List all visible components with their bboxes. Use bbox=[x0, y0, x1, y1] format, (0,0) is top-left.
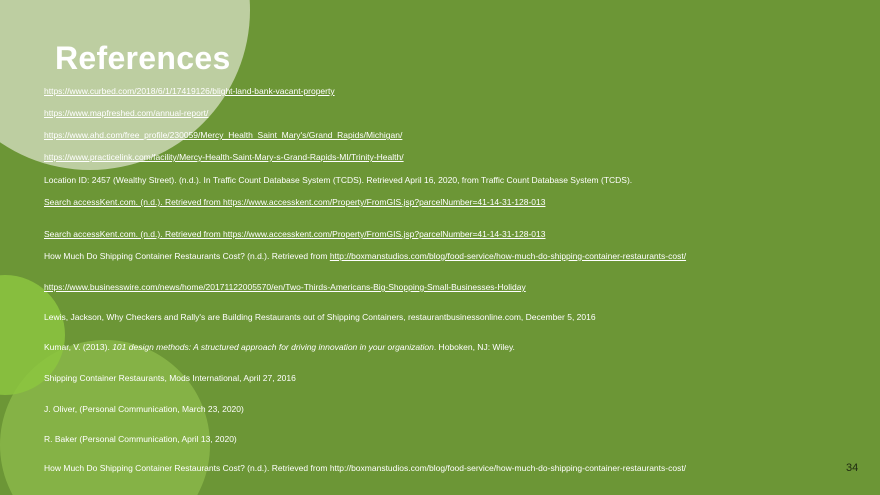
reference-link-practicelink[interactable]: https://www.practicelink.com/facility/Mercy-Health-Saint-Mary-s-Grand-Rapids-MI/Trinity-Health/ bbox=[44, 152, 404, 162]
reference-kumar-author: Kumar, V. (2013). bbox=[44, 342, 113, 352]
reference-shipping-cost bbox=[44, 251, 686, 261]
slide-title: References bbox=[55, 40, 231, 76]
decorative-circle-top bbox=[0, 0, 250, 170]
reference-baker: R. Baker (Personal Communication, April 13, 2020) bbox=[44, 434, 237, 444]
reference-link-mapfreshed[interactable]: https://www.mapfreshed.com/annual-report/ bbox=[44, 108, 209, 118]
reference-accesskent-1[interactable]: Search accessKent.com. (n.d.). Retrieved from https://www.accesskent.com/Property/FromGIS.jsp?parcelNumber=41-14-31-128-013 bbox=[44, 197, 546, 207]
reference-link-businesswire[interactable]: https://www.businesswire.com/news/home/20171122005570/en/Two-Thirds-Americans-Big-Shopping-Small-Businesses-Holiday bbox=[44, 282, 526, 292]
reference-link-ahd[interactable]: https://www.ahd.com/free_profile/230059/Mercy_Health_Saint_Mary's/Grand_Rapids/Michigan/ bbox=[44, 130, 403, 140]
reference-accesskent-2[interactable]: Search accessKent.com. (n.d.). Retrieved from https://www.accesskent.com/Property/FromGIS.jsp?parcelNumber=41-14-31-128-013 bbox=[44, 229, 546, 239]
reference-kumar-publisher: . Hoboken, NJ: Wiley. bbox=[433, 342, 515, 352]
reference-traffic-count: Location ID: 2457 (Wealthy Street). (n.d.). In Traffic Count Database System (TCDS). Retrieved April 16, 2020, from Traffic Count Database System (TCDS). bbox=[44, 175, 633, 185]
reference-mods: Shipping Container Restaurants, Mods International, April 27, 2016 bbox=[44, 373, 296, 383]
page-number: 34 bbox=[846, 462, 859, 474]
reference-kumar bbox=[44, 342, 515, 352]
reference-shipping-cost-text: How Much Do Shipping Container Restaurants Cost? (n.d.). Retrieved from bbox=[44, 251, 330, 261]
reference-kumar-title: 101 design methods: A structured approach for driving innovation in your organization bbox=[112, 342, 434, 352]
reference-shipping-cost-link[interactable]: http://boxmanstudios.com/blog/food-service/how-much-do-shipping-container-restaurants-cost/ bbox=[329, 251, 687, 261]
reference-oliver: J. Oliver, (Personal Communication, March 23, 2020) bbox=[44, 404, 244, 414]
reference-shipping-cost-2: How Much Do Shipping Container Restaurants Cost? (n.d.). Retrieved from http://boxmanstudios.com/blog/food-service/how-much-do-shipping-container-restaurants-cost/ bbox=[44, 463, 687, 473]
reference-lewis: Lewis, Jackson, Why Checkers and Rally's are Building Restaurants out of Shipping Containers, restaurantbusinessonline.com, December 5, 2016 bbox=[44, 312, 596, 322]
reference-link-curbed[interactable]: https://www.curbed.com/2018/6/1/17419126/blight-land-bank-vacant-property bbox=[44, 86, 335, 96]
